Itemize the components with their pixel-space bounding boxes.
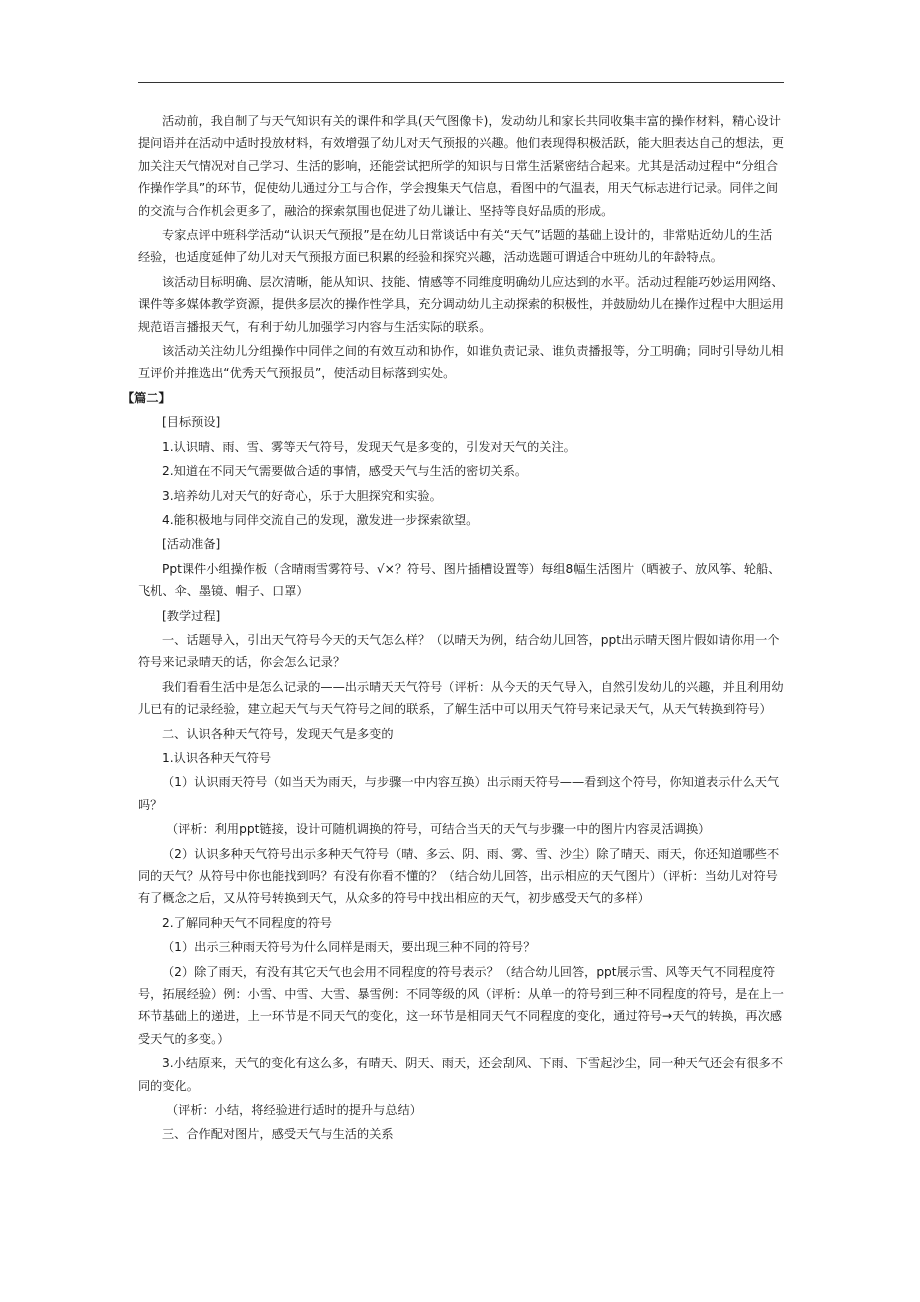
process-heading: [教学过程] xyxy=(162,608,221,623)
document-body xyxy=(122,110,784,1146)
process-step: 我们看看生活中是怎么记录的——出示晴天天气符号（评析：从今天的天气导入，自然引发幼儿的兴趣，并且利用幼儿已有的记录经验，建立起天气与天气符号之间的联系，了解生活中可以用天气符号来记录天气，从天气转换到符号） xyxy=(138,679,784,717)
paragraph: 活动前，我自制了与天气知识有关的课件和学具(天气图像卡)，发动幼儿和家长共同收集丰富的操作材料，精心设计提问语并在活动中适时投放材料，有效增强了幼儿对天气预报的兴趣。他们表现得积极活跃，能大胆表达自己的想法，更加关注天气情况对自己学习、生活的影响，还能尝试把所学的知识与日常生活紧密结合起来。尤其是活动过程中“分组合作操作学具”的环节，促使幼儿通过分工与合作，学会搜集天气信息，看图中的气温表，用天气标志进行记录。同伴之间的交流与合作机会更多了，融洽的探索氛围也促进了幼儿谦让、坚持等良好品质的形成。 xyxy=(138,114,784,218)
goal-item: 3.培养幼儿对天气的好奇心，乐于大胆探究和实验。 xyxy=(162,488,442,503)
process-step: （2）认识多种天气符号出示多种天气符号（晴、多云、阴、雨、雾、雪、沙尘）除了晴天、雨天，你还知道哪些不同的天气？从符号中你也能找到吗？有没有你看不懂的？（结合幼儿回答，出示相应的天气图片）（评析：当幼儿对符号有了概念之后，又从符号转换到天气，从众多的符号中找出相应的天气，初步感受天气的多样） xyxy=(138,846,780,906)
paragraph: 该活动目标明确、层次清晰，能从知识、技能、情感等不同维度明确幼儿应达到的水平。活动过程能巧妙运用网络、课件等多媒体教学资源，提供多层次的操作性学具，充分调动幼儿主动探索的积极性，并鼓励幼儿在操作过程中大胆运用规范语言播报天气，有利于幼儿加强学习内容与生活实际的联系。 xyxy=(138,274,784,334)
prep-heading: [活动准备] xyxy=(162,537,221,552)
paragraph: 专家点评中班科学活动“认识天气预报”是在幼儿日常谈话中有关“天气”话题的基础上设计的，非常贴近幼儿的生活经验，也适度延伸了幼儿对天气预报方面已积累的经验和探究兴趣，活动选题可谓适合中班幼儿的年龄特点。 xyxy=(138,228,773,265)
process-step: （1）认识雨天符号（如当天为雨天，与步骤一中内容互换）出示雨天符号——看到这个符号，你知道表示什么天气吗？ xyxy=(138,775,780,812)
process-step: （评析：利用ppt链接，设计可随机调换的符号，可结合当天的天气与步骤一中的图片内容灵活调换） xyxy=(166,822,711,837)
process-step: （评析：小结，将经验进行适时的提升与总结） xyxy=(166,1103,422,1118)
process-step: 三、合作配对图片，感受天气与生活的关系 xyxy=(162,1127,394,1142)
goal-item: 2.知道在不同天气需要做合适的事情，感受天气与生活的密切关系。 xyxy=(162,464,528,479)
header-rule xyxy=(138,82,784,83)
paragraph: 该活动关注幼儿分组操作中同伴之间的有效互动和协作，如谁负责记录、谁负责播报等，分工明确；同时引导幼儿相互评价并推选出“优秀天气预报员”，使活动目标落到实处。 xyxy=(138,344,784,381)
process-step: （1）出示三种雨天符号为什么同样是雨天，要出现三种不同的符号？ xyxy=(162,940,536,955)
prep-text: Ppt课件小组操作板（含晴雨雪雾符号、√×？符号、图片插槽设置等）每组8幅生活图片（晒被子、放风筝、轮船、飞机、伞、墨镜、帽子、口罩） xyxy=(138,561,781,599)
goal-item: 4.能积极地与同伴交流自己的发现，激发进一步探索欲望。 xyxy=(162,512,479,527)
process-step: （2）除了雨天，有没有其它天气也会用不同程度的符号表示？（结合幼儿回答，ppt展示雪、风等天气不同程度符号，拓展经验）例：小雪、中雪、大雪、暴雪例：不同等级的风（评析：从单一的符号到三种不同程度的符号，是在上一环节基础上的递进，上一环节是不同天气的变化，这一环节是相同天气不同程度的变化，通过符号→天气的转换，再次感受天气的多变。） xyxy=(138,964,784,1046)
goal-item: 1.认识晴、雨、雪、雾等天气符号，发现天气是多变的，引发对天气的关注。 xyxy=(162,439,576,454)
section-heading: 【篇二】 xyxy=(122,390,171,405)
process-step: 2.了解同种天气不同程度的符号 xyxy=(162,915,333,930)
goal-heading: [目标预设] xyxy=(162,415,221,430)
process-step: 3.小结原来，天气的变化有这么多，有晴天、阴天、雨天，还会刮风、下雨、下雪起沙尘，同一种天气还会有很多不同的变化。 xyxy=(138,1056,784,1093)
process-step: 一、话题导入，引出天气符号今天的天气怎么样？（以晴天为例，结合幼儿回答，ppt出示晴天图片假如请你用一个符号来记录晴天的话，你会怎么记录？ xyxy=(138,632,780,670)
process-step: 1.认识各种天气符号 xyxy=(162,750,272,765)
process-step: 二、认识各种天气符号，发现天气是多变的 xyxy=(162,726,394,741)
